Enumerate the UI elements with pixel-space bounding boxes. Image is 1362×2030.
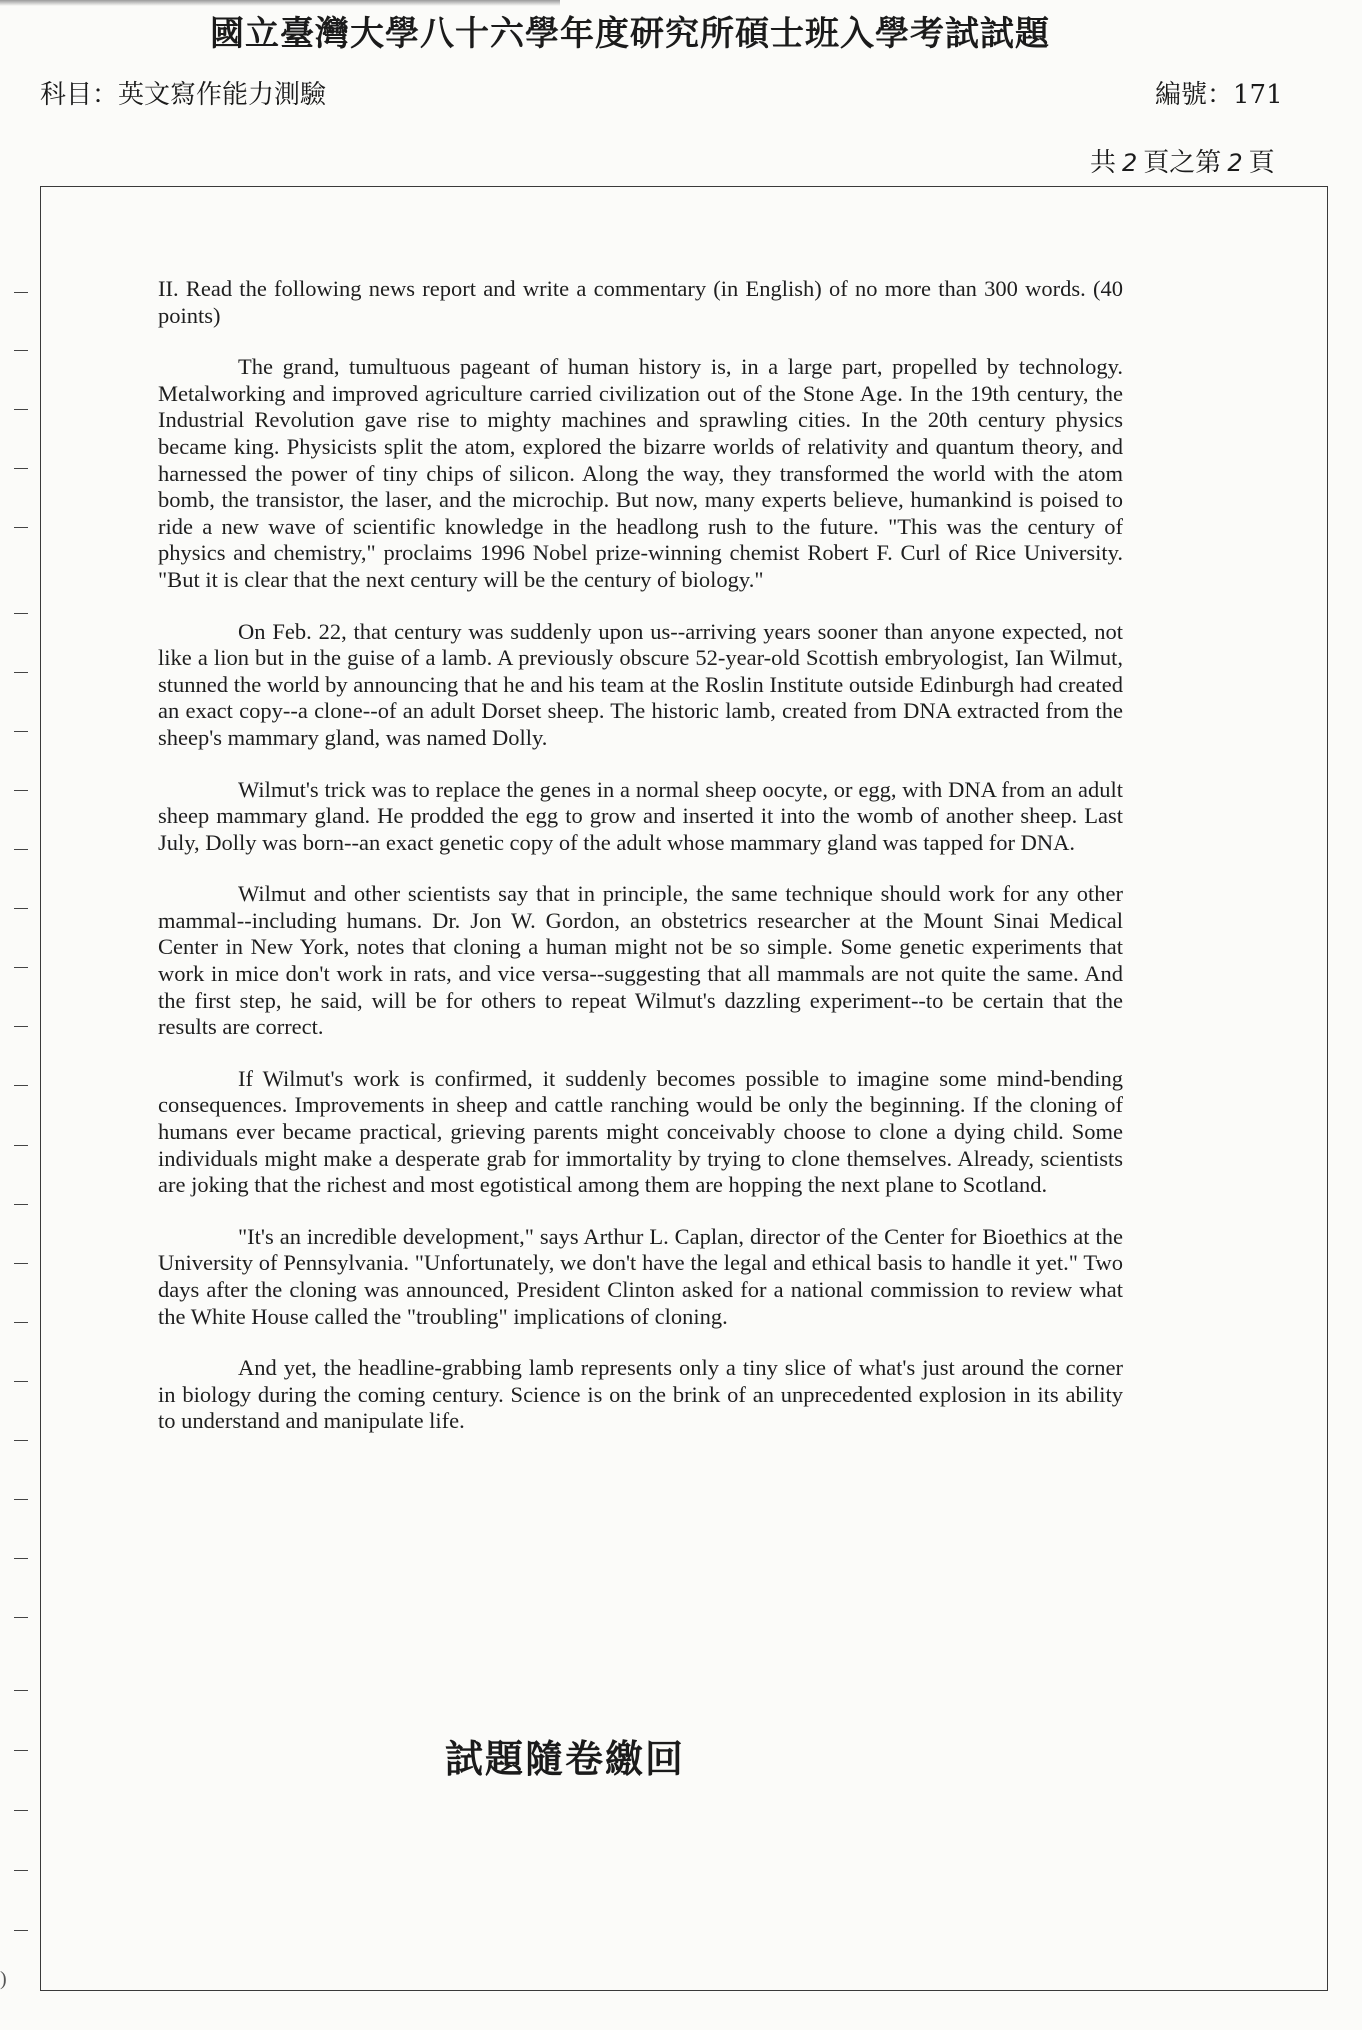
page-current: 2 — [1227, 149, 1243, 177]
margin-corner-mark: ) — [0, 1968, 7, 1990]
paragraph: On Feb. 22, that century was suddenly upon us--arriving years sooner than anyone expected, not like a lion but in the guise of a lamb. A previously obscure 52-year-old Scottish embryologist, Ian Wilmut, stunned the world by announcing that he and his team at the Roslin Institute outside Edinburgh had created an exact copy--a clone--of an adult Dorset sheep. The historic lamb, created from DNA extracted from the sheep's mammary gland, was named Dolly. — [158, 618, 1123, 750]
margin-tick — [14, 1750, 28, 1751]
margin-tick — [14, 1085, 28, 1086]
margin-tick — [14, 1558, 28, 1559]
margin-tick — [14, 1870, 28, 1871]
margin-tick — [14, 1810, 28, 1811]
page-count — [1090, 142, 1275, 179]
paragraph: "It's an incredible development," says Arthur L. Caplan, director of the Center for Bioethics at the University of Pennsylvania. "Unfortunately, we don't have the legal and ethical basis to handle it yet." Two days after the cloning was announced, President Clinton asked for a national commission to review what the White House called the "troubling" implications of cloning. — [158, 1223, 1123, 1329]
margin-tick — [14, 409, 28, 410]
margin-tick — [14, 1440, 28, 1441]
question-body — [158, 276, 1123, 1460]
page-count-middle: 頁之第 — [1143, 148, 1222, 178]
margin-tick — [14, 1499, 28, 1500]
paragraph: If Wilmut's work is confirmed, it suddenly becomes possible to imagine some mind-bending consequences. Improvements in sheep and cattle ranching would be only the beginning. If the cloning of humans ever became practical, grieving parents might conceivably choose to clone a dying child. Some individuals might make a desperate grab for immortality by trying to clone themselves. Already, scientists are joking that the richest and most egotistical among them are hopping the next plane to Scotland. — [158, 1065, 1123, 1198]
return-exam-notice: 試題隨卷繳回 — [445, 1736, 686, 1781]
margin-tick — [14, 613, 28, 614]
exam-title: 國立臺灣大學八十六學年度研究所碩士班入學考試試題 — [210, 14, 1050, 54]
margin-tick — [14, 350, 28, 351]
margin-tick — [14, 292, 28, 293]
margin-tick — [14, 1690, 28, 1691]
page-total: 2 — [1122, 149, 1138, 177]
margin-tick — [14, 1322, 28, 1323]
margin-tick — [14, 1026, 28, 1027]
paragraph: And yet, the headline-grabbing lamb represents only a tiny slice of what's just around the corner in biology during the coming century. Science is on the brink of an unprecedented explosion in its ability to understand and manipulate life. — [158, 1355, 1123, 1434]
page-count-suffix: 頁 — [1248, 148, 1275, 178]
page-count-prefix: 共 — [1090, 148, 1117, 178]
paragraph: Wilmut's trick was to replace the genes in a normal sheep oocyte, or egg, with DNA from an adult sheep mammary gland. He prodded the egg to grow and inserted it into the womb of another sheep. Last July, Dolly was born--an exact genetic copy of the adult whose mammary gland was tapped for DNA. — [158, 776, 1123, 855]
margin-tick — [14, 849, 28, 850]
question-instruction: II. Read the following news report and write a commentary (in English) of no more than 300 words. (40 points) — [158, 276, 1123, 328]
margin-tick — [14, 908, 28, 909]
margin-tick — [14, 1381, 28, 1382]
subject-label: 科目：英文寫作能力測驗 — [40, 80, 327, 110]
margin-tick — [14, 1930, 28, 1931]
margin-tick — [14, 1617, 28, 1618]
exam-code: 編號：171 — [1155, 80, 1283, 110]
margin-tick — [14, 672, 28, 673]
margin-tick — [14, 967, 28, 968]
margin-tick — [14, 1145, 28, 1146]
margin-tick — [14, 1263, 28, 1264]
margin-tick — [14, 468, 28, 469]
margin-tick — [14, 1204, 28, 1205]
paragraph: The grand, tumultuous pageant of human history is, in a large part, propelled by technology. Metalworking and improved agriculture carried civilization out of the Stone Age. In the 19th century, the Industrial Revolution gave rise to mighty machines and sprawling cities. In the 20th century physics became king. Physicists split the atom, explored the bizarre worlds of relativity and quantum theory, and harnessed the power of tiny chips of silicon. Along the way, they transformed the world with the atom bomb, the transistor, the laser, and the microchip. But now, many experts believe, humankind is poised to ride a new wave of scientific knowledge in the headlong rush to the future. "This was the century of physics and chemistry," proclaims 1996 Nobel prize-winning chemist Robert F. Curl of Rice University. "But it is clear that the next century will be the century of biology." — [158, 354, 1123, 592]
margin-tick — [14, 790, 28, 791]
margin-tick — [14, 731, 28, 732]
paragraph: Wilmut and other scientists say that in principle, the same technique should work for any other mammal--including humans. Dr. Jon W. Gordon, an obstetrics researcher at the Mount Sinai Medical Center in New York, notes that cloning a human might not be so simple. Some genetic experiments that work in mice don't work in rats, and vice versa--suggesting that all mammals are not quite the same. And the first step, he said, will be for others to repeat Wilmut's dazzling experiment--to be certain that the results are correct. — [158, 881, 1123, 1040]
margin-tick — [14, 527, 28, 528]
